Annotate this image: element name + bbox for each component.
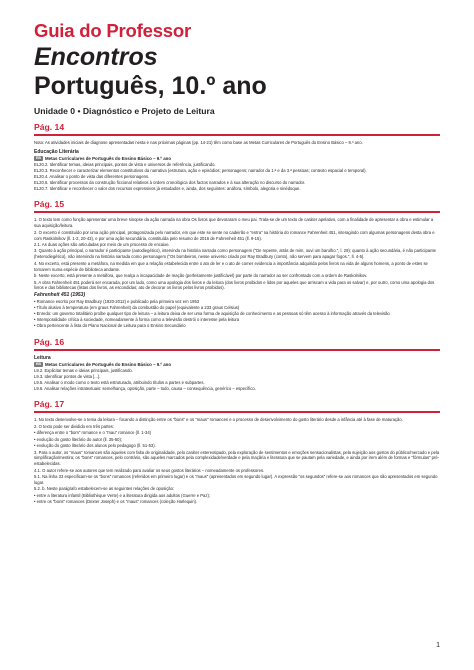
paragraph: 5.2. b. Neste parágrafo estabelecem-se as seguintes relações de oposição: (34, 486, 175, 492)
paragraph: b. Neste excerto, está presente a metáfora, que realça a incapacidade de reação (perfeitamente justificável) por parte do narrador ao ser confrontado com a ordem de Raskolnikov. (34, 273, 368, 279)
page-15-heading: Pág. 15 (34, 199, 65, 210)
divider (34, 134, 440, 136)
paragraph: 2.1. As duas ações são articuladas por meio de um processo de encaixe. (34, 242, 170, 248)
unit-heading: Unidade 0 • Diagnóstico e Projeto de Leitura (34, 106, 215, 116)
paragraph: • evolução do gosto literário dos alunos pelo pedagogo (ll. 51-53). (34, 443, 156, 449)
paragraph: 4.1. O autor refere-se aos autores que tem realizado para avaliar os seus gostos literários – nomeadamente os professores. (34, 467, 265, 473)
paragraph: 5.1. Na linha 33 especificam-se os "bons" romances (referidos em primeiro lugar) e os "maus" (apresentados em segundo lugar). A expressão "os segundos" refere-se aos romances que são apresentados em segundo lugar. (34, 474, 438, 486)
paragraph: 2. O texto pode ser dividido em três partes: (34, 423, 115, 429)
list-item: EL20.7. Identificar e reconhecer o valor dos recursos expressivos já estudados e, ainda, dos seguintes: anáfora, símbolo, alegoria e sinédoque. (34, 185, 301, 191)
paragraph: 1. O texto tem como função apresentar uma breve sinopse da ação narrada na obra Os livros que devoraram o meu pai. Trata-se de um texto de caráter apelativo, com a finalidade de apresentar a obra e estimular a sua aquisição/leitura. (34, 217, 434, 229)
paragraph: 4. No excerto, está presente a metáfora, na medida em que a relação estabelecida entre o ato de ler e o ato de comer evidencia a importância adquirida pelos livros na vida de alguns homens, a ponto de estes se tornarem numa espécie de biblioteca andante. (34, 260, 428, 272)
list-item: L9.6. Analisar relações intratextuais: semelhança, oposição, parte – todo, causa – consequência, genérico – específico. (34, 385, 256, 391)
paragraph: 2. O excerto é constituído por uma ação principal, protagonizada pelo narrador, em que este se sente no cadeirão e "entra" na história do romance Fahrenheit 451, interagindo com algumas personagens desta obra e com Raskolnikov (ll. 1-2, 20-43), e por uma ação secundária, constituída pelo resumo de 2016 de Fahrenheit 451 (ll. 9-15). (34, 229, 435, 241)
paragraph: 1. No texto desenvolve-se o tema da leitura – focando a distinção entre os "bons" e os "maus" romances e o processo de desenvolvimento do gosto literário desde a infância até à fase de maturação. (34, 417, 403, 423)
paragraph: • diferença entre o "bom" romance e o "mau" romance (ll. 1-34) (34, 430, 152, 436)
book-title: Português, 10.º ano (34, 72, 267, 100)
bullet-item: • Intemporalidade crítica à sociedade, nomeadamente à forma como a televisão destrói o interesse pela leitura (34, 317, 240, 323)
paragraph: • entre a literatura infantil (Bibliothèque Verte) e a literatura dirigida aos adultos (Guerre e Paz); (34, 492, 211, 498)
section-heading: Leitura (34, 354, 51, 361)
list-item: EL20.2. Identificar temas, ideias principais, pontos de vista e universos de referência, justificando. (34, 161, 216, 167)
brand-title: Guia do Professor (34, 20, 191, 41)
eb-badge: EB (36, 362, 41, 367)
list-item: EL20.4. Analisar o ponto de vista das diferentes personagens. (34, 173, 150, 179)
bullet-item: • Enredo: um governo totalitário proíbe qualquer tipo de leitura – a leitura deixa de ser uma forma de aquisição de conhecimento e as pessoas só têm acesso à informação através da televisão (34, 311, 390, 317)
paragraph: 3. Quanto à ação principal, o narrador é participante (autodiegético), intervindo na história narrada como personagem ("De repente, atrás de mim, ouvi um barulho.", l. 29); quanto à ação secundária, é não participante (heterodiegético), não intervindo na história narrada como personagem ("Os bombeiros, nesse universo criado por Ray Bradbury (conto), não servem para apagar fogos.", ll. 4-5). (34, 248, 436, 260)
paragraph: 3. Para o autor, os "maus" romances são aqueles com falta de originalidade, pelo caráter estereotipado, pela exploração de sentimentos e emoções sensacionalistas, pela sujeição aos gostos do público/mercado e pela simplificação/mentira; os "bons" romances, pelo contrário, são aqueles marcados pela complexidade/verdade e pela maçãria e literatura que se pautam pela variedade, e ainda por irem além de formas e "fórmulas" pré-estabelecidas. (34, 449, 440, 467)
divider (34, 411, 440, 413)
bullet-item: • Romance escrito por Ray Bradbury (1920-2012) e publicado pela primeira vez em 1953 (34, 299, 200, 305)
list-item: EL20.3. Reconhecer e caracterizar elementos constitutivos da narrativa (estrutura, ação e episódios; personagens; narrador da 1.ª e da 3.ª pessoas; contexto espacial e temporal). (34, 167, 367, 173)
book-info-title: Fahrenheit 451 (1953) (34, 292, 86, 299)
divider (34, 211, 440, 213)
bullet-item: • Título alusivo à temperatura (em graus Fahrenheit) da combustão do papel (equivalente a 233 graus Celsius) (34, 305, 240, 311)
list-item: L9.2. Explicitar temas e ideias principais, justificando. (34, 367, 133, 373)
page-14-heading: Pág. 14 (34, 122, 65, 132)
list-item: L9.5. Analisar o modo como o texto está estruturado, atribuindo títulos a partes e subpartes. (34, 379, 205, 385)
paragraph: 5. A obra Fahrenheit 451 poderá ser encarada, por um lado, como uma apologia dos livros e da leitura (dos livros proibidos e lidos por aqueles que arriscam a vida para os salvar) e, por outro, como uma apologia dos livros e das bibliotecas (listas dos livros, as escondidas; ato de decorar os livros pelos livros proibidos). (34, 279, 435, 291)
eb-badge: EB (36, 156, 41, 161)
paragraph: • entre os "bons" romances (Dexter Joseph) e os "maus" romances (coleção Harlequin). (34, 499, 198, 505)
metas-label: Metas Curriculares de Português do Ensino Básico – 9.º ano (45, 361, 172, 367)
section-heading: Educação Literária (34, 148, 79, 155)
page-16-heading: Pág. 16 (34, 336, 65, 347)
list-item: L9.3. Identificar pontos de vista [...]. (34, 373, 101, 379)
page-17-heading: Pág. 17 (34, 399, 65, 410)
divider (34, 349, 440, 351)
paragraph: • evolução do gosto literário do autor (ll. 35-50); (34, 436, 123, 442)
page-number: 1 (436, 642, 440, 649)
note-text: Nota: As atividades iniciais de diagnose apresentadas nesta e nas próximas páginas (pp. 14-21) têm como base as Metas Curriculares de Português do Ensino Básico – 9.º ano. (34, 140, 363, 145)
bullet-item: • Obra pertencente à lista do Plano Nacional de Leitura para o Ensino Secundário (34, 322, 186, 328)
list-item: EL20.6. Identificar processos da construção ficcional relativos à ordem cronológica dos factos narrados e à sua alteração no discurso do narrador. (34, 179, 306, 185)
metas-label: Metas Curriculares de Português do Ensino Básico – 9.º ano (45, 155, 172, 161)
book-title-italic: Encontros (34, 43, 158, 71)
